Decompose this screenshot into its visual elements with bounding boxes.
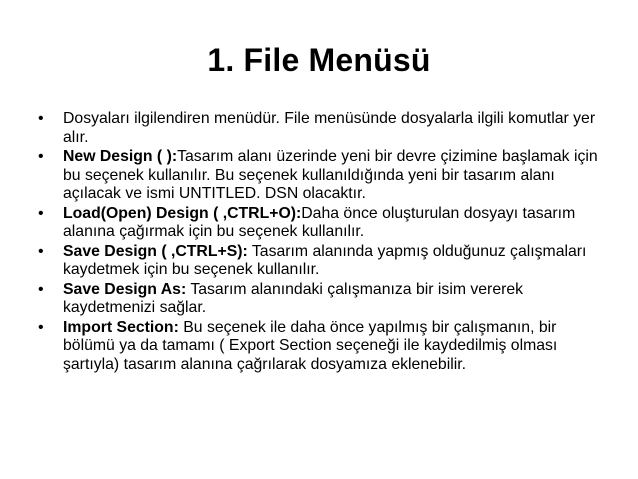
bullet-dot-icon: • — [38, 242, 44, 260]
bullet-term: Save Design ( ,CTRL+S): — [63, 242, 248, 260]
bullet-item — [38, 205, 610, 242]
slide-title: 1. File Menüsü — [207, 42, 431, 78]
bullet-item — [38, 243, 610, 280]
bullet-dot-icon: • — [38, 110, 44, 127]
bullet-dot-icon: • — [38, 280, 44, 298]
bullet-dot-icon: • — [38, 204, 44, 222]
bullet-text: Tasarım alanında yapmış olduğunuz çalışmaları kaydetmek için bu seçenek kullanılır. — [63, 242, 587, 278]
bullet-text: Bu seçenek ile daha önce yapılmış bir çalışmanın, bir bölümü ya da tamamı ( Export Section seçeneği ile kaydedilmiş olması şartıyla) tasarım alanına çağrılarak dosyamıza eklenebilir. — [63, 318, 558, 373]
bullet-list — [38, 110, 610, 375]
bullet-term: Save Design As: — [63, 280, 187, 298]
bullet-item — [38, 281, 610, 318]
bullet-dot-icon: • — [38, 318, 44, 336]
bullet-text: Tasarım alanı üzerinde yeni bir devre çizimine başlamak için bu seçenek kullanılır. Bu seçenek kullanıldığında yeni bir tasarım alanı açılacak ve ismi UNTITLED. DSN olacaktır. — [63, 148, 598, 202]
bullet-item — [38, 319, 610, 375]
bullet-term: Import Section: — [63, 318, 179, 336]
bullet-item — [38, 148, 610, 204]
bullet-text: Tasarım alanındaki çalışmanıza bir isim vererek kaydetmenizi sağlar. — [63, 280, 524, 316]
bullet-term: Load(Open) Design ( ,CTRL+O): — [63, 204, 302, 222]
bullet-item — [38, 110, 610, 147]
bullet-dot-icon: • — [38, 148, 44, 165]
bullet-text: Daha önce oluşturulan dosyayı tasarım alanına çağırmak için bu seçenek kullanılır. — [63, 204, 576, 240]
bullet-text: Dosyaları ilgilendiren menüdür. File menüsünde dosyalarla ilgili komutlar yer alır. — [63, 110, 596, 146]
bullet-term: New Design ( ): — [63, 148, 178, 165]
